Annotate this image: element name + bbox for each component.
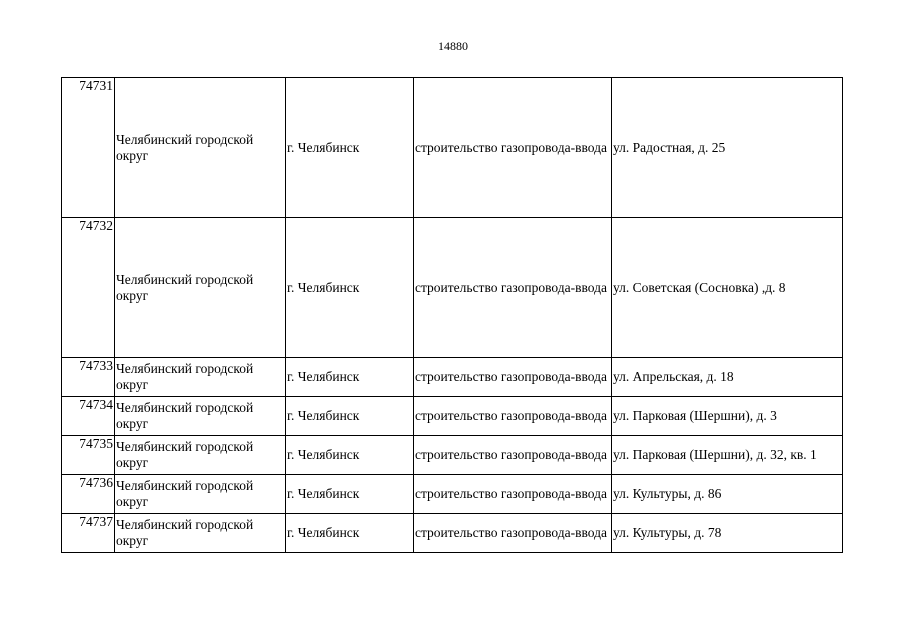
work-type-cell: строительство газопровода-ввода <box>414 218 612 358</box>
municipality-cell: Челябинский городской округ <box>115 78 286 218</box>
address-cell: ул. Советская (Сосновка) ,д. 8 <box>612 218 843 358</box>
address-cell: ул. Апрельская, д. 18 <box>612 358 843 397</box>
city-cell: г. Челябинск <box>286 78 414 218</box>
table-row <box>62 358 843 397</box>
row-number-cell: 74735 <box>62 436 115 475</box>
city-cell: г. Челябинск <box>286 436 414 475</box>
city-cell: г. Челябинск <box>286 475 414 514</box>
table-row <box>62 514 843 553</box>
address-cell: ул. Парковая (Шершни), д. 3 <box>612 397 843 436</box>
municipality-cell: Челябинский городской округ <box>115 475 286 514</box>
row-number-cell: 74733 <box>62 358 115 397</box>
address-cell: ул. Радостная, д. 25 <box>612 78 843 218</box>
table-row <box>62 436 843 475</box>
work-type-cell: строительство газопровода-ввода <box>414 475 612 514</box>
address-cell: ул. Культуры, д. 78 <box>612 514 843 553</box>
work-type-cell: строительство газопровода-ввода <box>414 78 612 218</box>
table-row <box>62 218 843 358</box>
row-number-cell: 74736 <box>62 475 115 514</box>
table-row <box>62 397 843 436</box>
municipality-cell: Челябинский городской округ <box>115 436 286 475</box>
work-type-cell: строительство газопровода-ввода <box>414 358 612 397</box>
row-number-cell: 74732 <box>62 218 115 358</box>
city-cell: г. Челябинск <box>286 358 414 397</box>
city-cell: г. Челябинск <box>286 514 414 553</box>
address-cell: ул. Парковая (Шершни), д. 32, кв. 1 <box>612 436 843 475</box>
work-type-cell: строительство газопровода-ввода <box>414 436 612 475</box>
table-row <box>62 475 843 514</box>
row-number-cell: 74731 <box>62 78 115 218</box>
municipality-cell: Челябинский городской округ <box>115 514 286 553</box>
page-number: 14880 <box>438 39 468 53</box>
row-number-cell: 74737 <box>62 514 115 553</box>
municipality-cell: Челябинский городской округ <box>115 218 286 358</box>
municipality-cell: Челябинский городской округ <box>115 358 286 397</box>
work-type-cell: строительство газопровода-ввода <box>414 514 612 553</box>
table-row <box>62 78 843 218</box>
municipality-cell: Челябинский городской округ <box>115 397 286 436</box>
gas-pipeline-table <box>61 77 843 553</box>
row-number-cell: 74734 <box>62 397 115 436</box>
city-cell: г. Челябинск <box>286 397 414 436</box>
address-cell: ул. Культуры, д. 86 <box>612 475 843 514</box>
work-type-cell: строительство газопровода-ввода <box>414 397 612 436</box>
city-cell: г. Челябинск <box>286 218 414 358</box>
